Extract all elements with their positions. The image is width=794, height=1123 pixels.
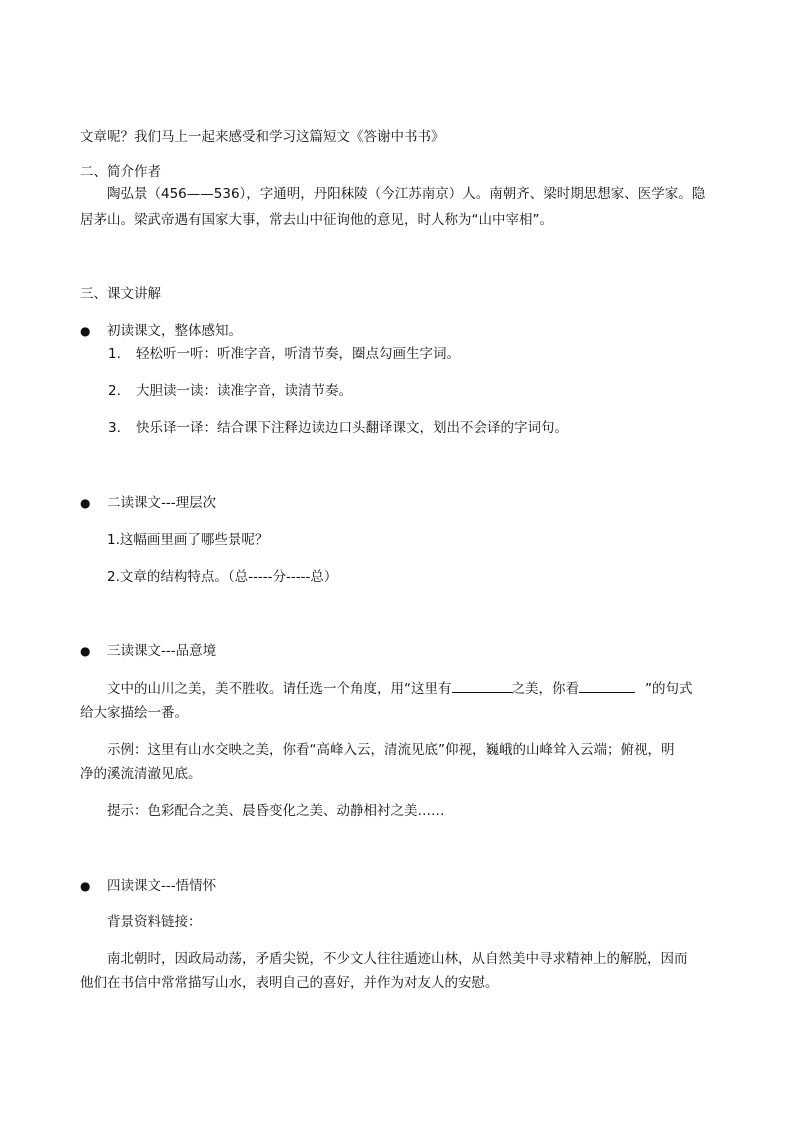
bullet-icon: ● [80, 496, 91, 510]
bullet-icon: ● [80, 644, 91, 658]
task-text-a: 文中的山川之美，美不胜收。请任选一个角度，用“这里有 [107, 681, 452, 697]
read3-title: 三读课文---品意境 [107, 643, 217, 659]
read1-item [108, 419, 568, 437]
section-heading-lecture: 三、课文讲解 [80, 286, 161, 302]
item-text: 大胆读一读：读准字音，读清节奏。 [136, 383, 352, 399]
read1-item [108, 382, 352, 400]
read2-title: 二读课文---理层次 [107, 495, 217, 511]
read2-question-1: 1.这幅画里画了哪些景呢？ [107, 532, 269, 548]
read3-hint: 提示：色彩配合之美、晨昏变化之美、动静相衬之美…… [107, 803, 445, 819]
read1-item [108, 345, 460, 363]
item-text: 快乐译一译：结合课下注释边读边口头翻译课文，划出不会译的字词句。 [136, 420, 568, 436]
read4-bg-label: 背景资料链接： [107, 914, 202, 930]
bullet-icon: ● [80, 879, 91, 893]
task-text-b: 之美，你看 [511, 681, 579, 697]
read4-bg-line1: 南北朝时，因政局动荡，矛盾尖锐，不少文人往往遁迹山林，从自然美中寻求精神上的解脱，因而 [107, 951, 688, 967]
item-number: 3. [108, 420, 121, 436]
read1-title: 初读课文，整体感知。 [107, 323, 242, 339]
item-number: 1. [108, 346, 121, 362]
fill-blank [579, 680, 635, 693]
fill-blank [452, 680, 512, 693]
read3-task-line2: 给大家描绘一番。 [80, 705, 188, 721]
author-para-line2: 居茅山。梁武帝遇有国家大事，常去山中征询他的意见，时人称为“山中宰相”。 [80, 212, 553, 228]
read3-example-line2: 净的溪流清澈见底。 [80, 766, 202, 782]
read3-task-line1 [107, 680, 693, 698]
item-number: 2. [108, 383, 121, 399]
task-text-c: ”的句式 [645, 681, 693, 697]
read2-question-2: 2.文章的结构特点。（总-----分-----总） [107, 569, 338, 585]
item-text: 轻松听一听：听准字音，听清节奏，圈点勾画生字词。 [136, 346, 460, 362]
bullet-icon: ● [80, 324, 91, 338]
author-para-line1: 陶弘景（456——536），字通明，丹阳秣陵（今江苏南京）人。南朝齐、梁时期思想家、医学家。隐 [107, 186, 706, 202]
intro-line: 文章呢？我们马上一起来感受和学习这篇短文《答谢中书书》 [80, 129, 445, 145]
read4-bg-line2: 他们在书信中常常描写山水，表明自己的喜好，并作为对友人的安慰。 [80, 975, 499, 991]
read4-title: 四读课文---悟情怀 [107, 878, 217, 894]
read3-example-line1: 示例：这里有山水交映之美，你看“高峰入云，清流见底”仰视，巍峨的山峰耸入云端；俯视，明 [107, 742, 675, 758]
section-heading-author: 二、简介作者 [80, 164, 161, 180]
